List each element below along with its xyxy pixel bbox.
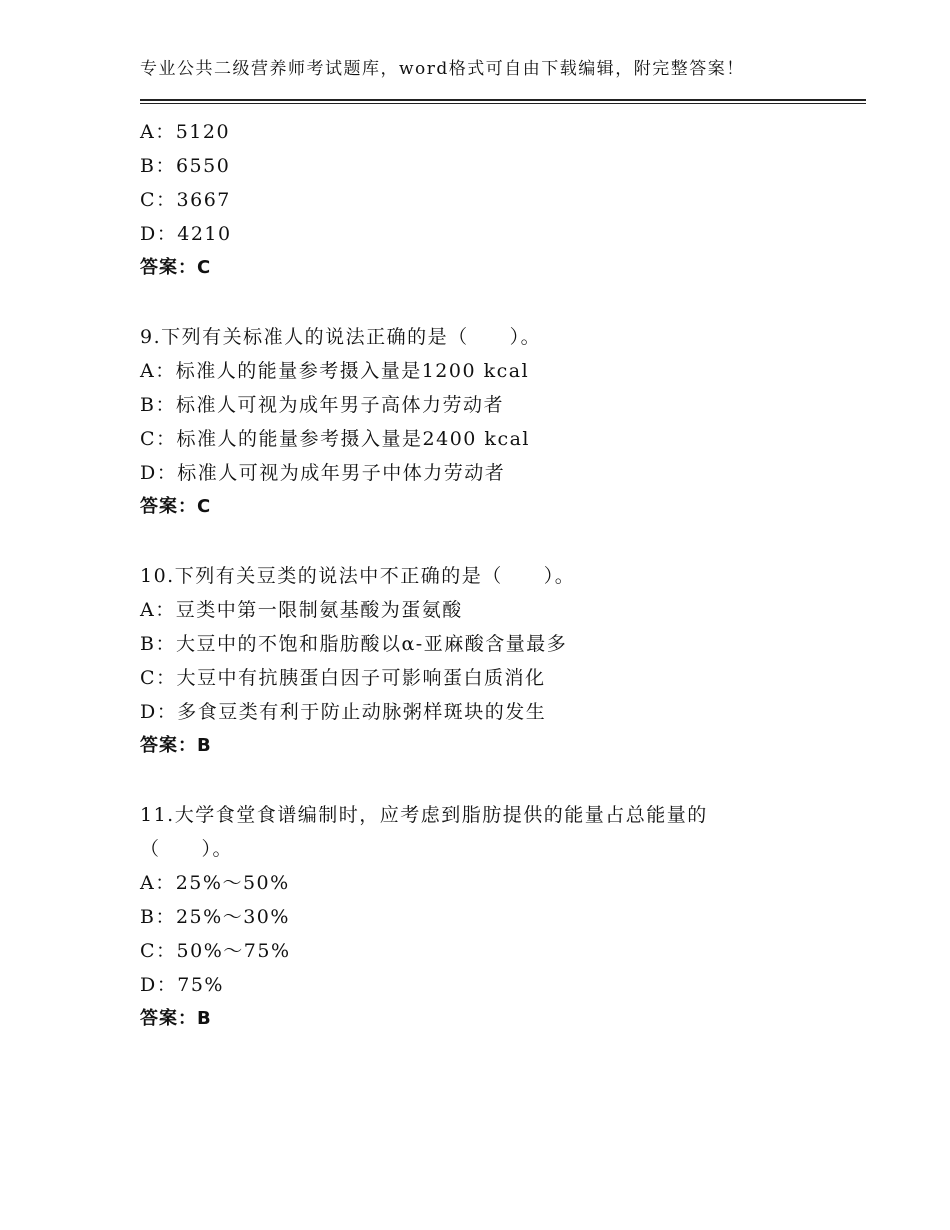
q10-option-b: B：大豆中的不饱和脂肪酸以α-亚麻酸含量最多 — [140, 633, 568, 655]
q9-option-c: C：标准人的能量参考摄入量是2400 kcal — [140, 428, 530, 450]
q11-answer: 答案：B — [140, 1008, 212, 1029]
q10-option-c: C：大豆中有抗胰蛋白因子可影响蛋白质消化 — [140, 667, 546, 689]
q10-option-d: D：多食豆类有利于防止动脉粥样斑块的发生 — [140, 701, 547, 723]
q8-option-b: B：6550 — [140, 155, 231, 177]
q10-answer: 答案：B — [140, 735, 212, 756]
q11-option-c: C：50%～75% — [140, 940, 291, 962]
q11-option-b: B：25%～30% — [140, 906, 290, 928]
q9-option-a: A：标准人的能量参考摄入量是1200 kcal — [140, 360, 530, 382]
q11-question-line2: （ ）。 — [140, 838, 234, 860]
q11-option-a: A：25%～50% — [140, 872, 290, 894]
q11-question-line1: 11.大学食堂食谱编制时，应考虑到脂肪提供的能量占总能量的 — [140, 804, 708, 826]
q11-option-d: D：75% — [140, 974, 224, 996]
q9-question: 9.下列有关标准人的说法正确的是（ ）。 — [140, 326, 542, 348]
q9-option-b: B：标准人可视为成年男子高体力劳动者 — [140, 394, 504, 416]
q10-option-a: A：豆类中第一限制氨基酸为蛋氨酸 — [140, 599, 463, 621]
header-rule-thick — [140, 99, 866, 101]
q8-option-c: C：3667 — [140, 189, 231, 211]
page-header: 专业公共二级营养师考试题库，word格式可自由下载编辑，附完整答案！ — [140, 59, 745, 79]
q8-option-a: A：5120 — [140, 121, 231, 143]
q10-question: 10.下列有关豆类的说法中不正确的是（ ）。 — [140, 565, 576, 587]
q8-answer: 答案：C — [140, 257, 212, 278]
q8-option-d: D：4210 — [140, 223, 232, 245]
q9-answer: 答案：C — [140, 496, 212, 517]
q9-option-d: D：标准人可视为成年男子中体力劳动者 — [140, 462, 506, 484]
header-rule-thin — [140, 103, 866, 104]
